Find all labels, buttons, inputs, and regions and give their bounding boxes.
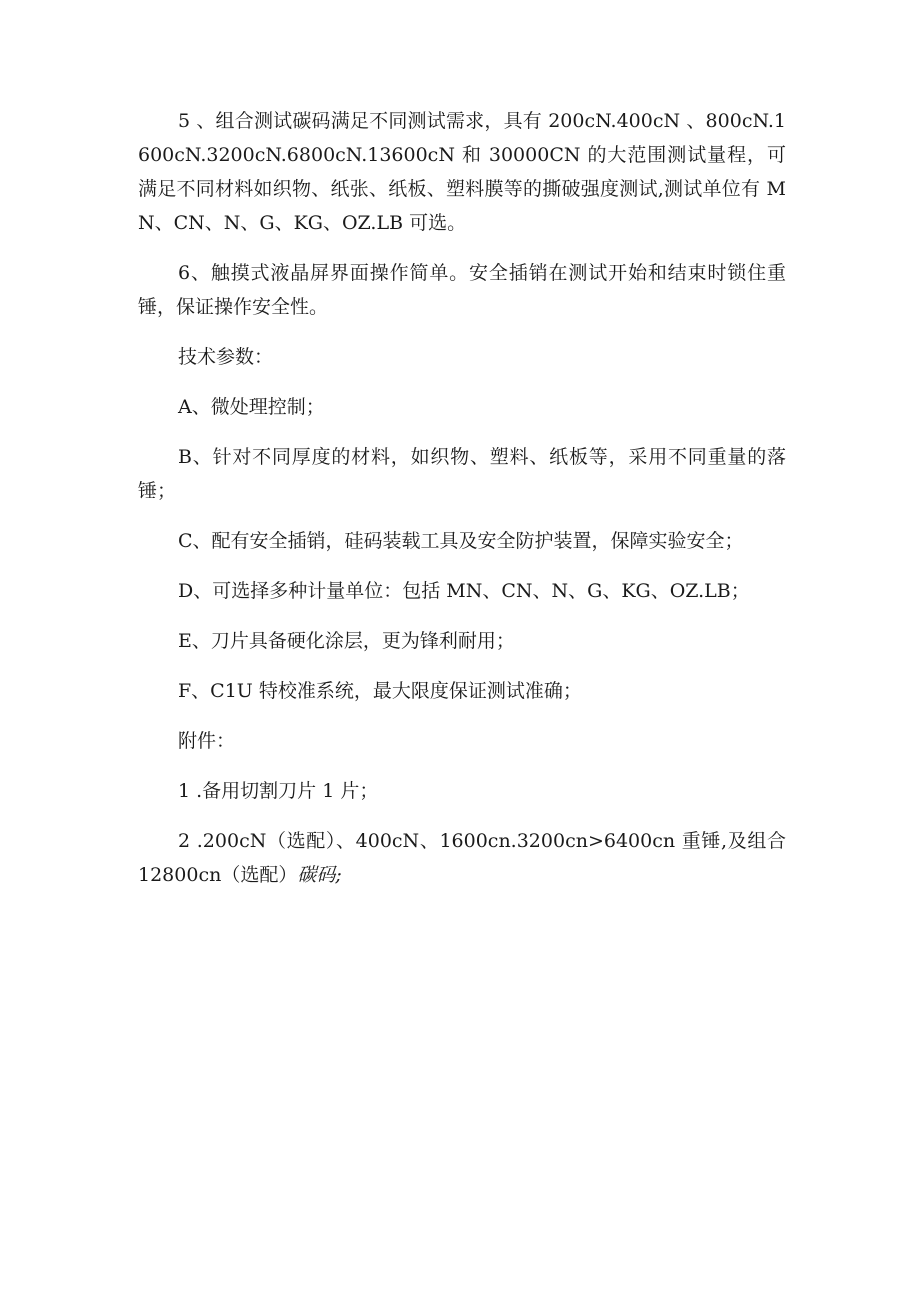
attachment-item-2-tail: 碳码; [297, 864, 342, 886]
document-page [138, 104, 786, 908]
tech-param-f: F、C1U 特校准系统，最大限度保证测试准确； [178, 680, 582, 702]
tech-param-a: A、微处理控制； [178, 396, 325, 418]
attachment-item-2-main: 2 .200cN（选配）、400cN、1600cn.3200cn>6400cn 重锤,及组合 12800cn（选配） [138, 830, 786, 886]
paragraph-item-5: 5 、组合测试碳码满足不同测试需求，具有 200cN.400cN 、800cN.1600cN.3200cN.6800cN.13600cN 和 30000CN 的大范围测试量程，可满足不同材料如织物、纸张、纸板、塑料膜等的撕破强度测试,测试单位有 MN、CN、N、G、KG、OZ.LB 可选。 [138, 110, 786, 234]
attachment-item-1: 1 .备用切割刀片 1 片； [178, 780, 379, 802]
attachment-item-2 [138, 824, 786, 892]
tech-param-c: C、配有安全插销，硅码装载工具及安全防护装置，保障实验安全； [178, 530, 744, 552]
tech-param-e: E、刀片具备硬化涂层，更为锋利耐用； [178, 630, 515, 652]
attachments-heading: 附件： [178, 730, 236, 752]
tech-param-b: B、针对不同厚度的材料，如织物、塑料、纸板等，采用不同重量的落锤； [138, 446, 786, 502]
paragraph-item-6: 6、触摸式液晶屏界面操作简单。安全插销在测试开始和结束时锁住重锤，保证操作安全性。 [138, 262, 786, 318]
tech-param-d: D、可选择多种计量单位：包括 MN、CN、N、G、KG、OZ.LB； [178, 580, 750, 602]
tech-params-heading: 技术参数： [178, 346, 274, 368]
